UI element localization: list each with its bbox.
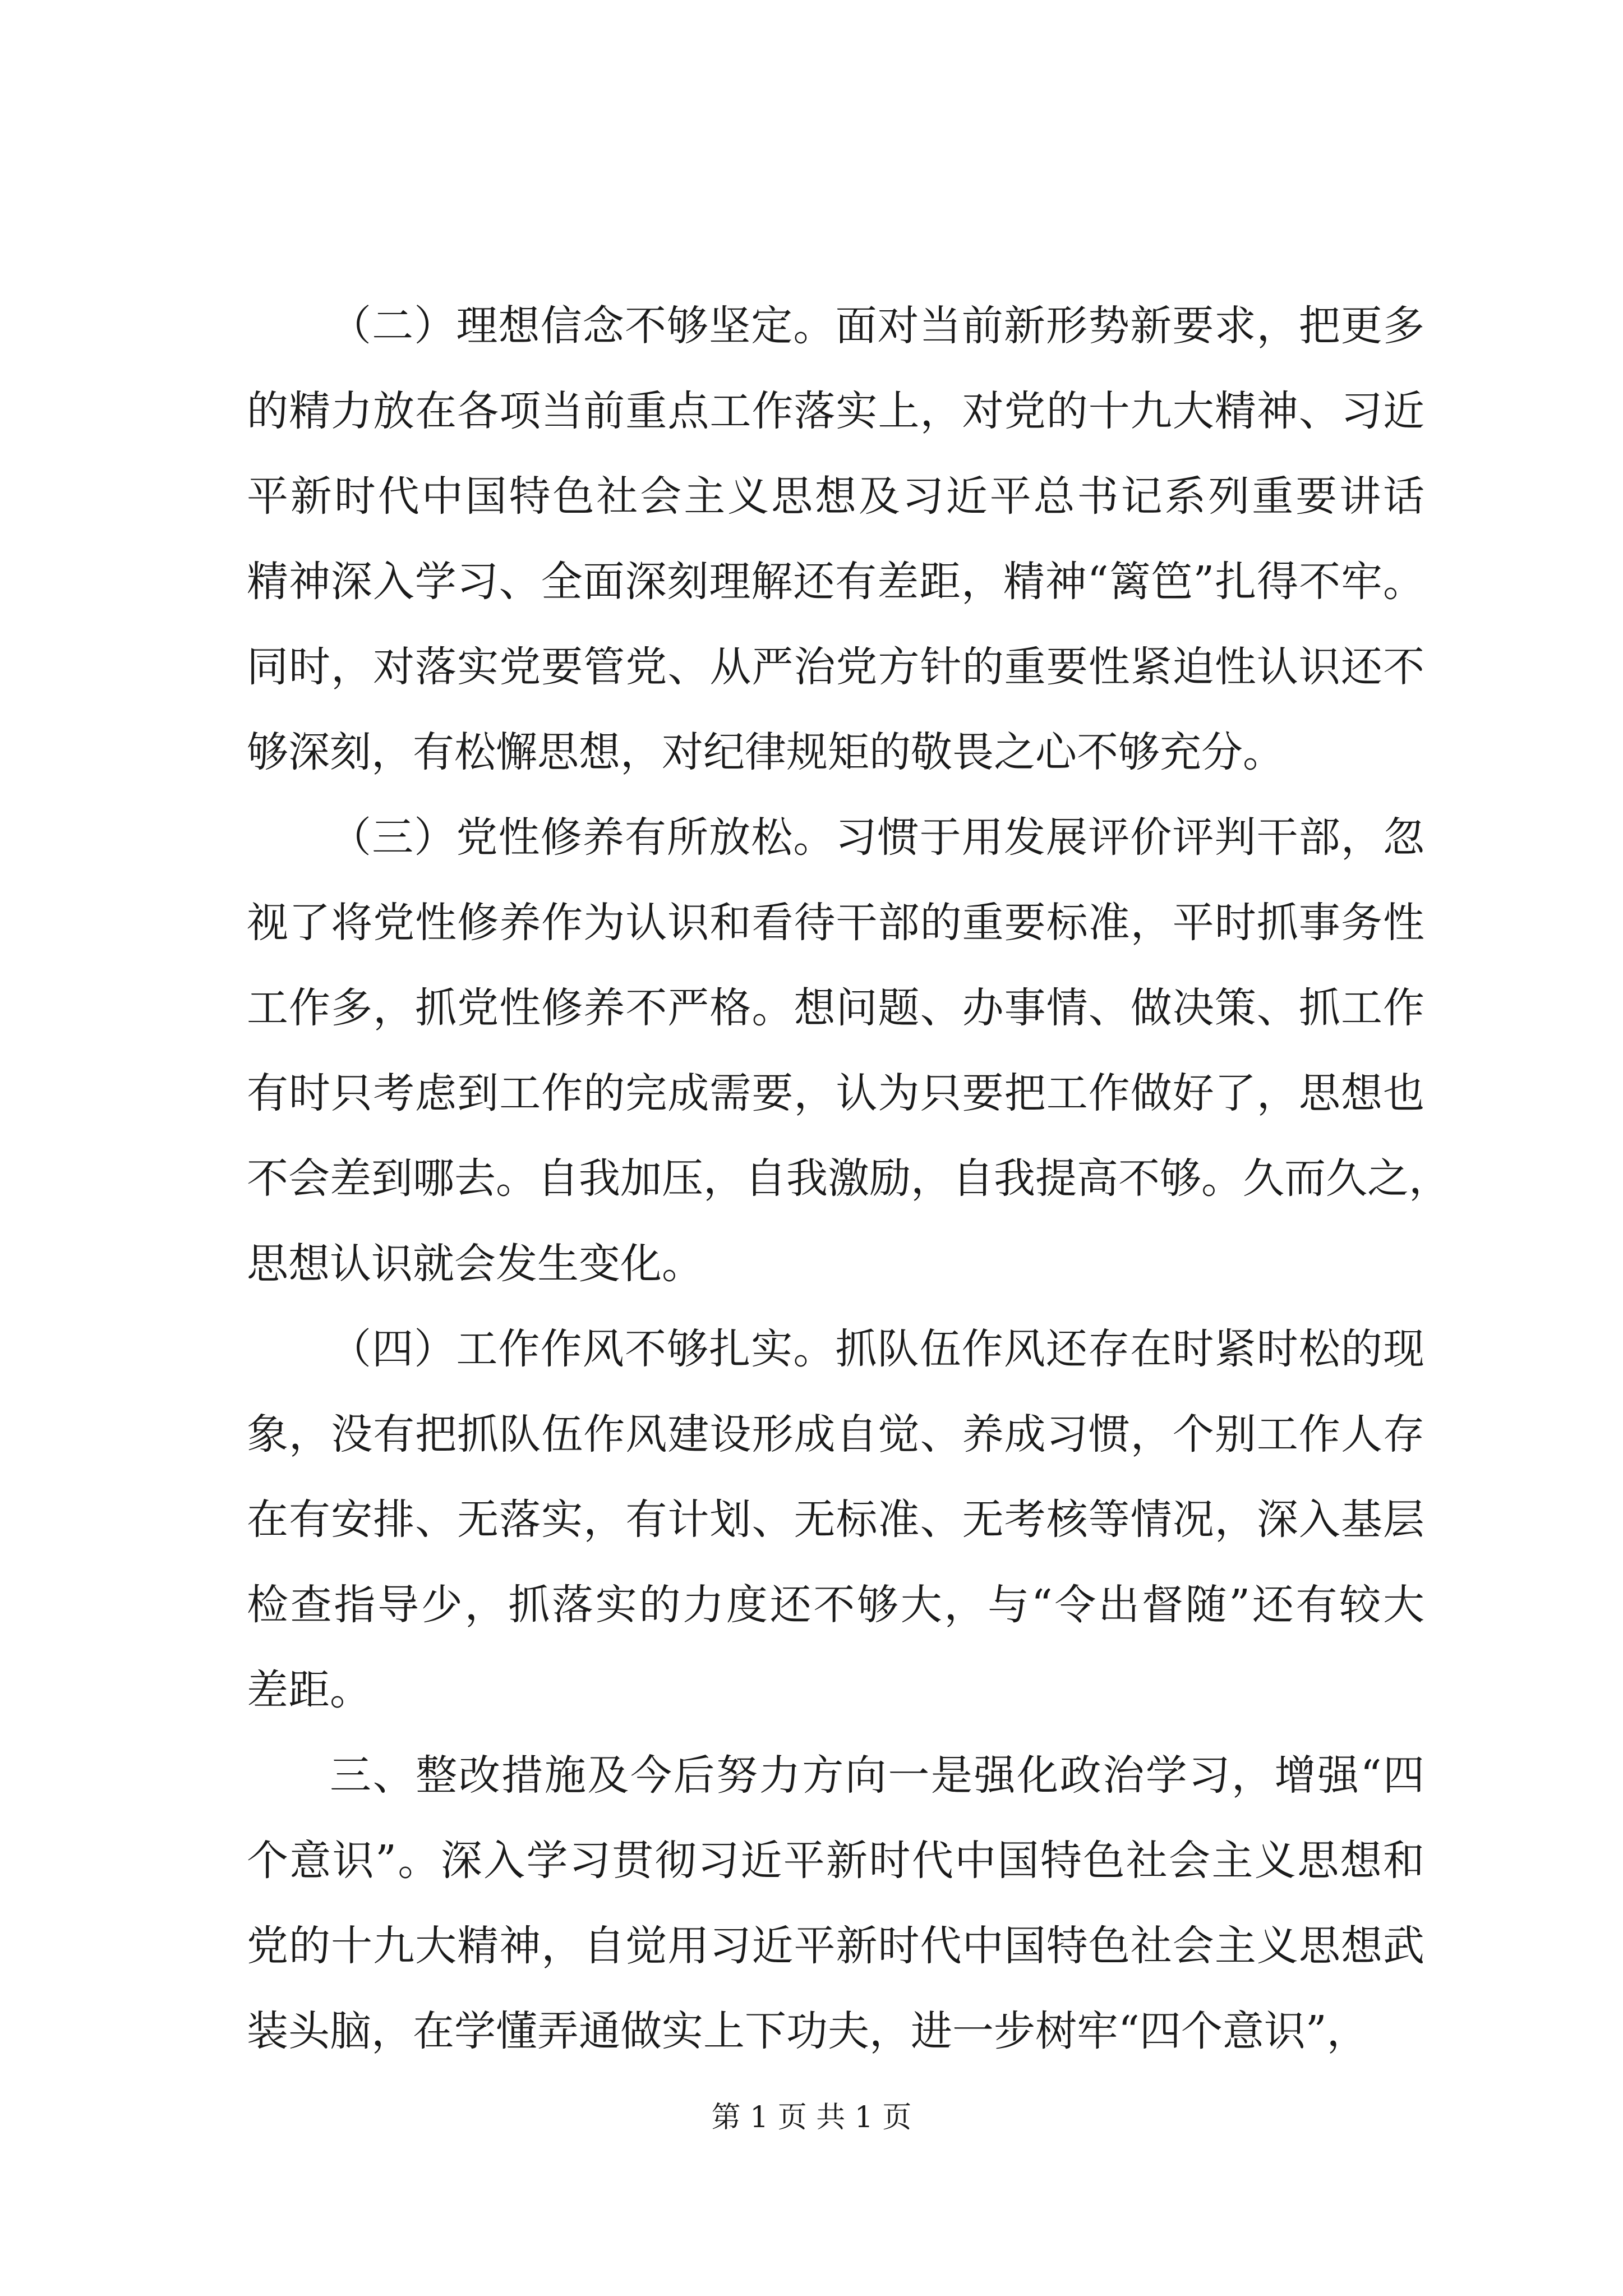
text-line: 装头脑，在学懂弄通做实上下功夫，进一步树牢“四个意识”， — [247, 2007, 1368, 2055]
text-line: 平新时代中国特色社会主义思想及习近平总书记系列重要讲话 — [247, 472, 1424, 521]
text-line: 三、整改措施及今后努力方向一是强化政治学习，增强“四 — [330, 1751, 1424, 1800]
text-line: 不会差到哪去。自我加压，自我激励，自我提高不够。久而久之， — [247, 1154, 1450, 1203]
text-line: 思想认识就会发生变化。 — [247, 1240, 703, 1288]
text-line: 差距。 — [247, 1666, 371, 1714]
text-line: 视了将党性修养作为认识和看待干部的重要标准，平时抓事务性 — [247, 899, 1424, 947]
text-line: 有时只考虑到工作的完成需要，认为只要把工作做好了，思想也 — [247, 1069, 1424, 1117]
text-line: （三）党性修养有所放松。习惯于用发展评价评判干部，忽 — [330, 813, 1424, 862]
text-line: 在有安排、无落实，有计划、无标准、无考核等情况，深入基层 — [247, 1496, 1424, 1544]
paragraph — [247, 1306, 1424, 1733]
document-body — [247, 283, 1450, 2074]
text-line: 精神深入学习、全面深刻理解还有差距，精神“篱笆”扎得不牢。 — [247, 558, 1424, 606]
text-line: （二）理想信念不够坚定。面对当前新形势新要求，把更多 — [330, 302, 1424, 350]
text-line: 的精力放在各项当前重点工作落实上，对党的十九大精神、习近 — [247, 387, 1424, 435]
text-line: （四）工作作风不够扎实。抓队伍作风还存在时紧时松的现 — [330, 1325, 1424, 1373]
text-line: 工作多，抓党性修养不严格。想问题、办事情、做决策、抓工作 — [247, 984, 1424, 1032]
text-line: 个意识”。深入学习贯彻习近平新时代中国特色社会主义思想和 — [247, 1837, 1424, 1885]
text-line: 够深刻，有松懈思想，对纪律规矩的敬畏之心不够充分。 — [247, 728, 1284, 776]
text-line: 同时，对落实党要管党、从严治党方针的重要性紧迫性认识还不 — [247, 643, 1424, 691]
paragraph — [247, 283, 1424, 795]
page-footer: 第 1 页 共 1 页 — [711, 2101, 912, 2134]
text-line: 象，没有把抓队伍作风建设形成自觉、养成习惯，个别工作人存 — [247, 1410, 1424, 1458]
paragraph — [247, 1733, 1424, 2074]
text-line: 党的十九大精神，自觉用习近平新时代中国特色社会主义思想武 — [247, 1922, 1424, 1970]
text-line: 检查指导少，抓落实的力度还不够大，与“令出督随”还有较大 — [247, 1581, 1424, 1629]
paragraph — [247, 795, 1450, 1306]
